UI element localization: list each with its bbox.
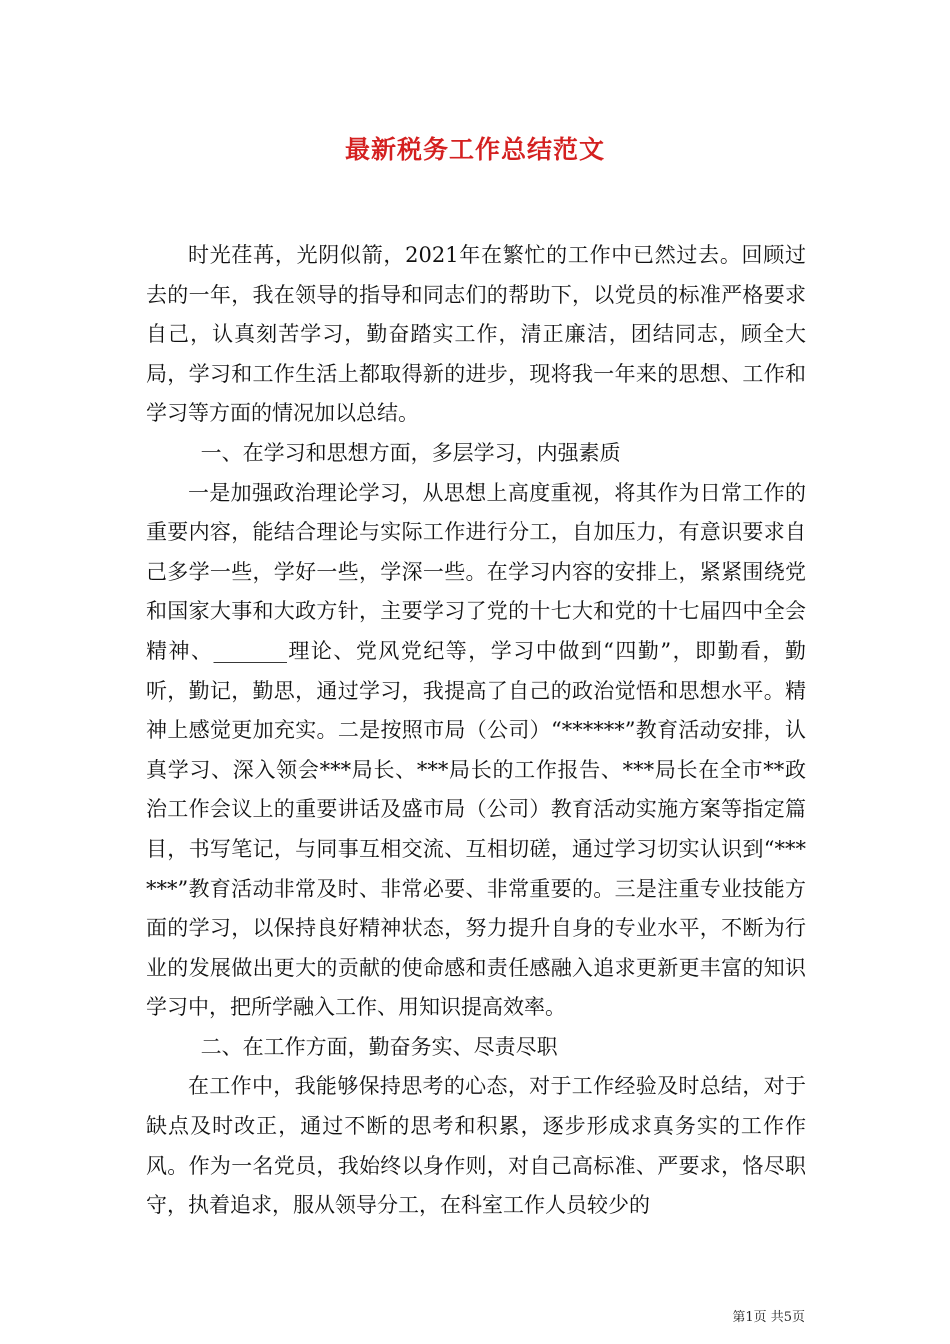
- document-title: 最新税务工作总结范文: [344, 135, 605, 164]
- section-heading-work: 二、在工作方面，勤奋务实、尽责尽职: [200, 1034, 558, 1059]
- paragraph-work: 在工作中，我能够保持思考的心态，对于工作经验及时总结，对于缺点及时改正，通过不断的思考和积累，逐步形成求真务实的工作作风。作为一名党员，我始终以身作则，对自己高标准、严要求，恪尽职守，执着追求，服从领导分工，在科室工作人员较少的: [146, 1074, 806, 1218]
- paragraph-intro: 时光荏苒，光阴似箭，2021年在繁忙的工作中已然过去。回顾过去的一年，我在领导的指导和同志们的帮助下，以党员的标准严格要求自己，认真刻苦学习，勤奋踏实工作，清正廉洁，团结同志，顾全大局，学习和工作生活上都取得新的进步，现将我一年来的思想、工作和学习等方面的情况加以总结。: [146, 243, 806, 426]
- page-number: 第1页 共5页: [732, 1310, 805, 1325]
- section-heading-study: 一、在学习和思想方面，多层学习，内强素质: [200, 440, 621, 465]
- paragraph-study: 一是加强政治理论学习，从思想上高度重视，将其作为日常工作的重要内容，能结合理论与实际工作进行分工，自加压力，有意识要求自己多学一些，学好一些，学深一些。在学习内容的安排上，紧紧围绕党和国家大事和大政方针，主要学习了党的十七大和党的十七届四中全会精神、_______理论、党风党纪等，学习中做到“四勤”，即勤看，勤听，勤记，勤思，通过学习，我提高了自己的政治觉悟和思想水平。精神上感觉更加充实。二是按照市局（公司）“******”教育活动安排，认真学习、深入领会***局长、***局长的工作报告、***局长在全市**政治工作会议上的重要讲话及盛市局（公司）教育活动实施方案等指定篇目，书写笔记，与同事互相交流、互相切磋，通过学习切实认识到“******”教育活动非常及时、非常必要、非常重要的。三是注重专业技能方面的学习，以保持良好精神状态，努力提升自身的专业水平，不断为行业的发展做出更大的贡献的使命感和责任感融入追求更新更丰富的知识学习中，把所学融入工作、用知识提高效率。: [146, 480, 806, 1020]
- document-body: [146, 236, 806, 1226]
